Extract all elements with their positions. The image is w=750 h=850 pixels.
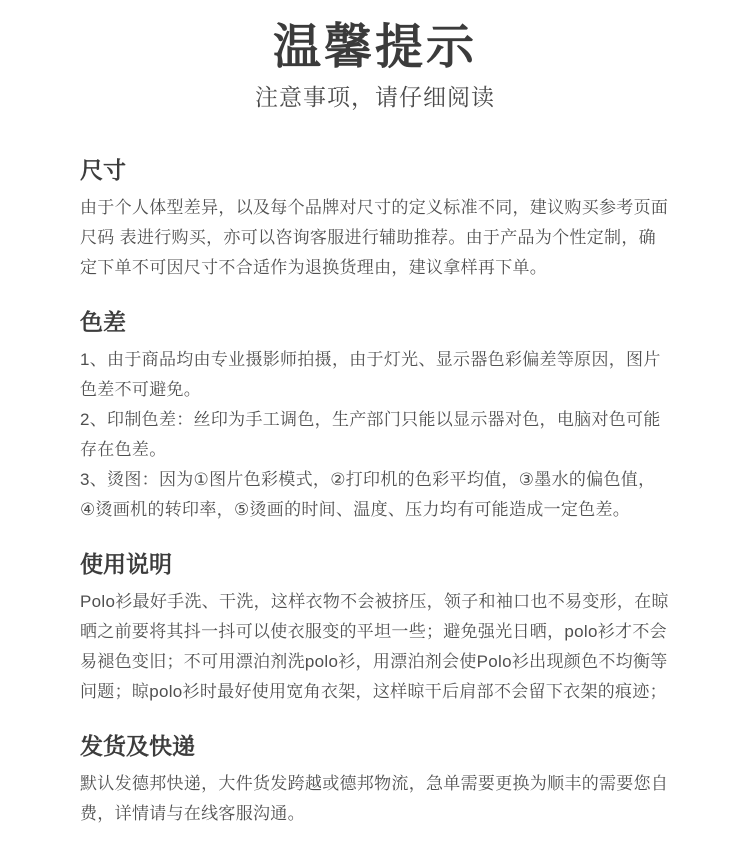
page-title: 温馨提示 bbox=[272, 21, 477, 74]
section-paragraph: 3、烫图：因为①图片色彩模式，②打印机的色彩平均值，③墨水的偏色值，④烫画机的转印率，⑤烫画的时间、温度、压力均有可能造成一定色差。 bbox=[80, 470, 656, 519]
notice-content bbox=[0, 159, 750, 829]
section-heading-usage-instructions: 使用说明 bbox=[80, 551, 172, 577]
section-size bbox=[80, 159, 670, 283]
page-header bbox=[0, 0, 750, 109]
section-shipping-delivery bbox=[80, 735, 670, 829]
section-heading-shipping-delivery: 发货及快递 bbox=[80, 733, 195, 759]
section-usage-instructions bbox=[80, 553, 670, 707]
section-paragraph: 2、印制色差：丝印为手工调色，生产部门只能以显示器对色，电脑对色可能存在色差。 bbox=[80, 410, 661, 459]
section-paragraph: 默认发德邦快递，大件货发跨越或德邦物流，急单需要更换为顺丰的需要您自费，详情请与在线客服沟通。 bbox=[80, 774, 669, 823]
page-subtitle: 注意事项，请仔细阅读 bbox=[255, 84, 495, 110]
section-heading-size: 尺寸 bbox=[80, 157, 126, 183]
section-heading-color-difference: 色差 bbox=[80, 309, 126, 335]
section-color-difference bbox=[80, 311, 670, 525]
section-paragraph: 由于个人体型差异，以及每个品牌对尺寸的定义标准不同，建议购买参考页面尺码 表进行购买，亦可以咨询客服进行辅助推荐。由于产品为个性定制，确定下单不可因尺寸不合适作为退换货理由，建议拿样再下单。 bbox=[80, 198, 669, 277]
section-paragraph: Polo衫最好手洗、干洗，这样衣物不会被挤压，领子和袖口也不易变形，在晾晒之前要将其抖一抖可以使衣服变的平坦一些；避免强光日晒，polo衫才不会易褪色变旧；不可用漂泊剂洗polo衫，用漂泊剂会使Polo衫出现颜色不均衡等问题；晾polo衫时最好使用宽角衣架，这样晾干后肩部不会留下衣架的痕迹； bbox=[80, 592, 669, 701]
section-paragraph: 1、由于商品均由专业摄影师拍摄，由于灯光、显示器色彩偏差等原因，图片色差不可避免。 bbox=[80, 350, 661, 399]
